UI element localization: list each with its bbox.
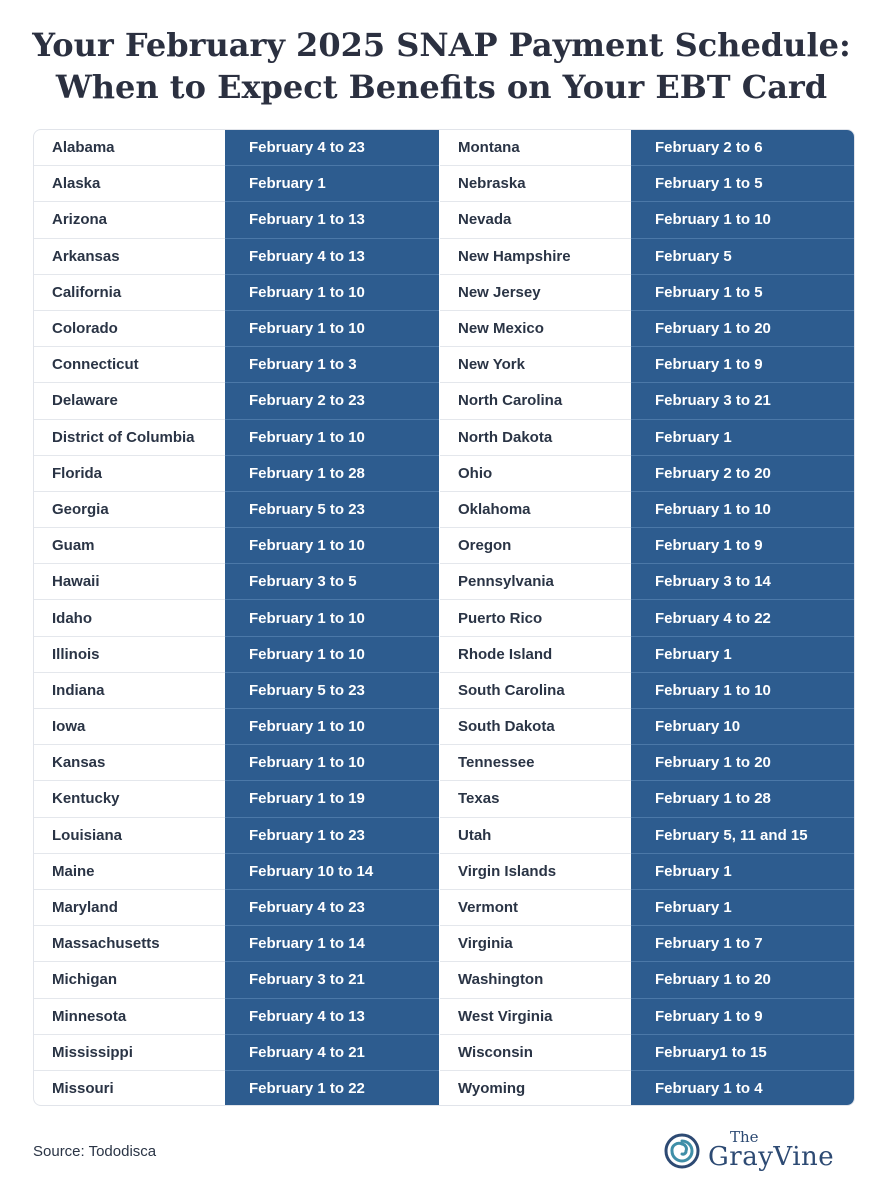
table-row	[34, 1071, 440, 1106]
state-name-cell: Wyoming	[458, 1080, 526, 1098]
payment-dates-cell: February 1 to 14	[225, 926, 439, 962]
state-name-cell: Florida	[34, 456, 225, 492]
payment-dates-cell: February 1	[631, 420, 855, 456]
title-line-1: Your February 2025 SNAP Payment Schedule:	[32, 26, 851, 64]
state-name-cell: Tennessee	[440, 745, 631, 781]
table-column-right	[440, 130, 855, 1106]
payment-dates-cell: February 1 to 23	[225, 818, 439, 854]
state-name-cell: Minnesota	[34, 999, 225, 1035]
state-name-cell: Hawaii	[34, 564, 225, 600]
payment-dates-cell: February 1 to 10	[225, 600, 439, 636]
state-name-cell: District of Columbia	[34, 420, 225, 456]
state-name-cell: North Dakota	[440, 420, 631, 456]
table-row	[34, 166, 440, 202]
payment-dates-cell: February 5 to 23	[225, 492, 439, 528]
payment-dates-cell: February 5, 11 and 15	[631, 818, 855, 854]
table-row	[440, 202, 855, 238]
table-row	[34, 999, 440, 1035]
table-row	[440, 456, 855, 492]
table-row	[34, 854, 440, 890]
state-name-cell: Kentucky	[34, 781, 225, 817]
table-row	[440, 564, 855, 600]
state-name-cell: Georgia	[34, 492, 225, 528]
table-row	[440, 673, 855, 709]
state-name-cell: Nebraska	[440, 166, 631, 202]
state-name-cell: Alaska	[34, 166, 225, 202]
state-name-cell: New York	[440, 347, 631, 383]
payment-dates-cell: February 1 to 13	[225, 202, 439, 238]
table-row	[34, 673, 440, 709]
table-row	[34, 275, 440, 311]
table-row	[440, 1035, 855, 1071]
payment-dates-cell: February 1 to 20	[631, 962, 855, 998]
table-row	[34, 239, 440, 275]
state-name-cell: New Hampshire	[440, 239, 631, 275]
payment-dates-cell: February 1 to 7	[631, 926, 855, 962]
payment-dates-cell: February 3 to 21	[225, 962, 439, 998]
payment-dates-cell: February 1 to 10	[225, 528, 439, 564]
state-name-cell: Rhode Island	[440, 637, 631, 673]
state-name-cell: Ohio	[440, 456, 631, 492]
state-name-cell: Arkansas	[34, 239, 225, 275]
table-row	[34, 564, 440, 600]
payment-dates-cell: February 1 to 10	[225, 637, 439, 673]
table-row	[440, 311, 855, 347]
table-row	[34, 420, 440, 456]
table-row	[440, 818, 855, 854]
source-note: Source: Tododisca	[33, 1143, 157, 1160]
state-name-cell: Kansas	[34, 745, 225, 781]
table-row	[440, 709, 855, 745]
payment-dates-cell: February 3 to 5	[225, 564, 439, 600]
payment-dates-cell: February 1 to 3	[225, 347, 439, 383]
payment-dates-cell: February 3 to 21	[631, 383, 855, 419]
table-row	[34, 347, 440, 383]
state-name-cell: Delaware	[34, 383, 225, 419]
payment-dates-cell: February 1	[225, 166, 439, 202]
payment-dates-cell: February 1 to 10	[225, 275, 439, 311]
state-name-cell: New Mexico	[440, 311, 631, 347]
table-row	[34, 456, 440, 492]
payment-dates-cell: February 1 to 10	[631, 492, 855, 528]
state-name-cell: Illinois	[34, 637, 225, 673]
table-row	[34, 745, 440, 781]
payment-dates-cell: February 1	[631, 890, 855, 926]
state-name-cell: Oklahoma	[440, 492, 631, 528]
state-name-cell: South Dakota	[440, 709, 631, 745]
table-row	[440, 890, 855, 926]
table-row	[440, 637, 855, 673]
table-row	[440, 347, 855, 383]
table-column-left	[34, 130, 440, 1106]
state-name-cell: Oregon	[440, 528, 631, 564]
table-row	[34, 202, 440, 238]
payment-dates-cell: February 4 to 22	[631, 600, 855, 636]
payment-dates-cell: February 1 to 10	[225, 709, 439, 745]
payment-dates-cell: February 1 to 20	[631, 745, 855, 781]
payment-dates-cell: February 1 to 10	[225, 311, 439, 347]
payment-dates-cell: February 1	[631, 637, 855, 673]
payment-dates-cell: February 1 to 9	[631, 528, 855, 564]
payment-dates-cell: February 1 to 5	[631, 275, 855, 311]
state-name-cell: Maryland	[34, 890, 225, 926]
table-row	[440, 962, 855, 998]
payment-dates-cell: February 1 to 10	[225, 420, 439, 456]
table-row	[34, 383, 440, 419]
state-name-cell: Alabama	[34, 130, 225, 166]
state-name-cell: Puerto Rico	[440, 600, 631, 636]
title-line-2: When to Expect Benefits on Your EBT Card	[55, 68, 828, 106]
state-name-cell: Connecticut	[34, 347, 225, 383]
table-row	[34, 1035, 440, 1071]
payment-dates-cell: February 1 to 9	[631, 347, 855, 383]
state-name-cell: Washington	[440, 962, 631, 998]
payment-dates-cell: February 1 to 5	[631, 166, 855, 202]
state-name-cell: Virginia	[440, 926, 631, 962]
state-name-cell: Texas	[440, 781, 631, 817]
payment-dates-cell: February 1 to 10	[631, 673, 855, 709]
state-name-cell: North Carolina	[440, 383, 631, 419]
table-row	[34, 890, 440, 926]
table-row	[34, 781, 440, 817]
table-row	[440, 528, 855, 564]
payment-dates-cell: February 2 to 20	[631, 456, 855, 492]
table-row	[34, 962, 440, 998]
table-row	[440, 239, 855, 275]
logo-name-text: GrayVine	[708, 1142, 835, 1172]
table-row	[34, 492, 440, 528]
state-name-cell: Iowa	[34, 709, 225, 745]
payment-dates-cell: February 4 to 21	[225, 1035, 439, 1071]
state-name-cell: Mississippi	[34, 1035, 225, 1071]
state-name-cell: Virgin Islands	[440, 854, 631, 890]
state-name-cell: Vermont	[440, 890, 631, 926]
payment-dates-cell: February 1 to 10	[631, 202, 855, 238]
table-row	[440, 854, 855, 890]
payment-dates-cell: February 4 to 23	[225, 130, 439, 166]
state-name-cell: New Jersey	[440, 275, 631, 311]
table-row	[34, 528, 440, 564]
payment-dates-cell: February 1 to 19	[225, 781, 439, 817]
spiral-logo-icon	[664, 1133, 700, 1169]
payment-dates-cell: February 1 to 9	[631, 999, 855, 1035]
payment-dates-cell: February 5	[631, 239, 855, 275]
table-row	[34, 818, 440, 854]
state-name-cell: Montana	[440, 130, 631, 166]
payment-dates-cell: February1 to 15	[631, 1035, 855, 1071]
state-name-cell: Pennsylvania	[440, 564, 631, 600]
state-name-cell: Massachusetts	[34, 926, 225, 962]
table-row	[34, 926, 440, 962]
table-row	[34, 600, 440, 636]
table-row	[440, 383, 855, 419]
payment-dates-cell: February 1	[631, 854, 855, 890]
table-row	[440, 999, 855, 1035]
state-name-cell: Wisconsin	[440, 1035, 631, 1071]
table-row	[34, 709, 440, 745]
table-row	[34, 130, 440, 166]
payment-dates-cell: February 1 to 28	[225, 456, 439, 492]
payment-dates-cell: February 5 to 23	[225, 673, 439, 709]
page-title	[0, 24, 883, 108]
payment-dates-cell: February 4 to 23	[225, 890, 439, 926]
table-row	[440, 166, 855, 202]
state-name-cell: Louisiana	[34, 818, 225, 854]
state-name-cell: Guam	[34, 528, 225, 564]
table-row	[440, 745, 855, 781]
table-row	[440, 600, 855, 636]
state-name-cell: Arizona	[34, 202, 225, 238]
state-name-cell: California	[34, 275, 225, 311]
table-row	[34, 637, 440, 673]
payment-dates-cell: February 1 to 22	[225, 1071, 439, 1106]
state-name-cell: Idaho	[34, 600, 225, 636]
payment-dates-cell: February 2 to 23	[225, 383, 439, 419]
table-row	[440, 1071, 855, 1106]
state-name-cell: Maine	[34, 854, 225, 890]
table-row	[440, 926, 855, 962]
state-name-cell: South Carolina	[440, 673, 631, 709]
schedule-table	[33, 129, 855, 1106]
payment-dates-cell: February 4 to 13	[225, 239, 439, 275]
payment-dates-cell: February 2 to 6	[631, 130, 855, 166]
payment-dates-cell: February 1 to 10	[225, 745, 439, 781]
payment-dates-cell: February 1 to 20	[631, 311, 855, 347]
table-row	[440, 781, 855, 817]
state-name-cell: Utah	[440, 818, 631, 854]
payment-dates-cell: February 10	[631, 709, 855, 745]
logo-the-text: The	[730, 1128, 759, 1146]
payment-dates-cell: February 4 to 13	[225, 999, 439, 1035]
state-name-cell: Missouri	[52, 1080, 114, 1098]
table-row	[34, 311, 440, 347]
table-row	[440, 492, 855, 528]
state-name-cell: Nevada	[440, 202, 631, 238]
table-row	[440, 275, 855, 311]
table-row	[440, 130, 855, 166]
payment-dates-cell: February 10 to 14	[225, 854, 439, 890]
state-name-cell: West Virginia	[440, 999, 631, 1035]
payment-dates-cell: February 1 to 4	[631, 1071, 855, 1106]
state-name-cell: Indiana	[34, 673, 225, 709]
payment-dates-cell: February 3 to 14	[631, 564, 855, 600]
state-name-cell: Michigan	[34, 962, 225, 998]
brand-logo	[664, 1128, 859, 1178]
state-name-cell: Colorado	[34, 311, 225, 347]
payment-dates-cell: February 1 to 28	[631, 781, 855, 817]
table-row	[440, 420, 855, 456]
